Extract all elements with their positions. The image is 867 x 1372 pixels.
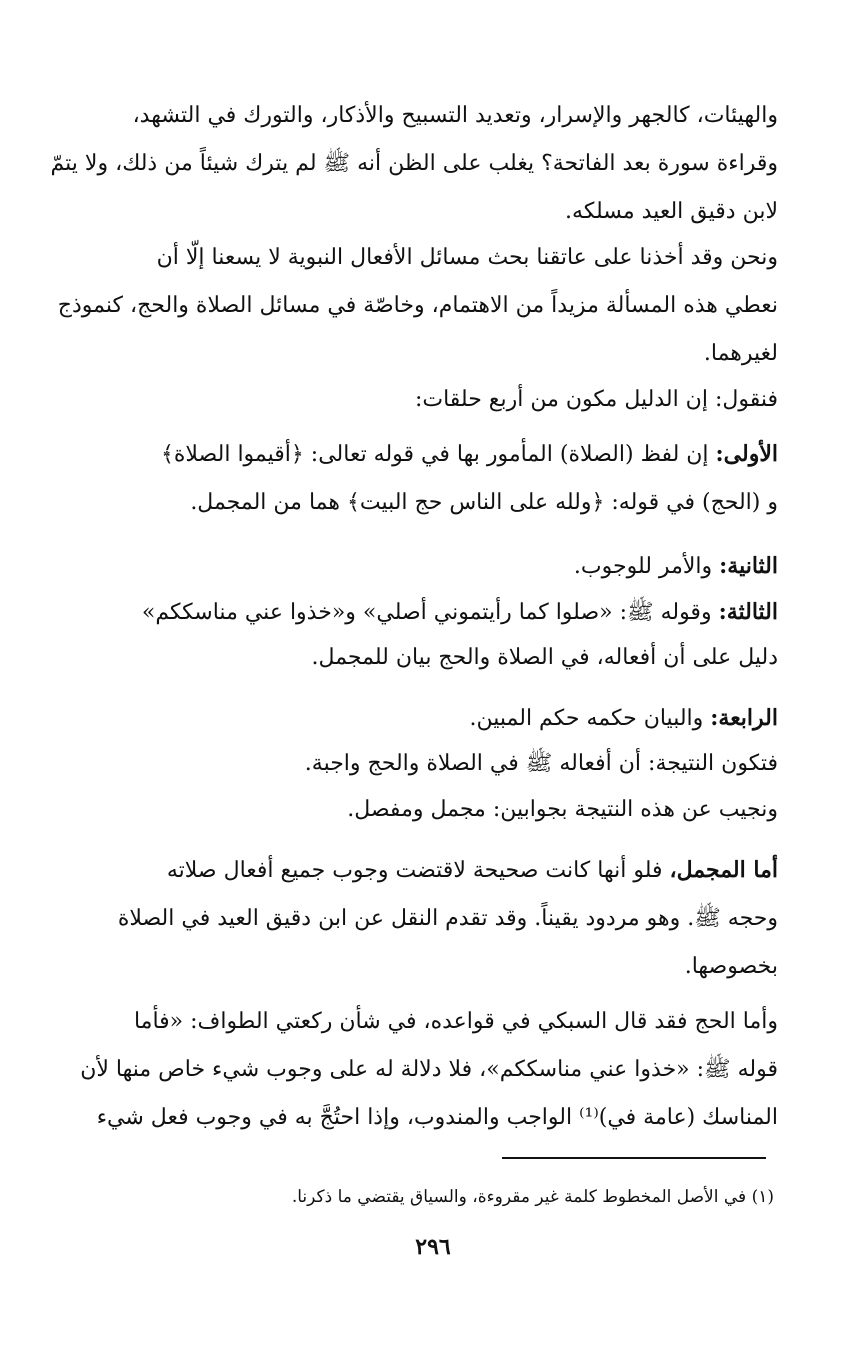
lead-term: الثالثة: <box>718 599 778 625</box>
text-line <box>62 588 778 637</box>
page-number: ٢٩٦ <box>415 1234 451 1260</box>
line-text: فلو أنها كانت صحيحة لاقتضت وجوب جميع أفعال صلاته <box>166 858 663 883</box>
text-line: المناسك (عامة في)⁽¹⁾ الواجب والمندوب، وإذا احتُجَّ به في وجوب فعل شيء <box>96 1105 778 1130</box>
text-line: ونجيب عن هذه النتيجة بجوابين: مجمل ومفصل. <box>347 797 778 822</box>
paragraph-first-link <box>62 430 778 527</box>
text-line: وأما الحج فقد قال السبكي في قواعده، في شأن ركعتي الطواف: «فأما <box>133 1009 778 1034</box>
paragraph-subki-quote <box>62 998 778 1142</box>
text-line: فتكون النتيجة: أن أفعاله ﷺ في الصلاة والحج واجبة. <box>304 751 778 776</box>
lead-term: الأولى: <box>715 441 778 467</box>
line-text: إن لفظ (الصلاة) المأمور بها في قوله تعالى: ﴿أقيموا الصلاة﴾ <box>161 442 709 467</box>
footnote: (١) في الأصل المخطوط كلمة غير مقروءة، والسياق يقتضي ما ذكرنا. <box>291 1187 774 1207</box>
text-line: لابن دقيق العيد مسلكه. <box>565 199 778 224</box>
line-text: وقوله ﷺ: «صلوا كما رأيتموني أصلي» و«خذوا عني مناسككم» <box>141 600 712 625</box>
paragraph-third-link <box>62 588 778 637</box>
text-line <box>62 430 778 479</box>
line-text: والبيان حكمه حكم المبين. <box>469 706 704 731</box>
paragraph-general-answer <box>62 846 778 991</box>
lead-term: الثانية: <box>719 553 778 579</box>
text-line: لغيرهما. <box>703 341 778 366</box>
lead-term: الرابعة: <box>710 705 778 731</box>
text-line: والهيئات، كالجهر والإسرار، وتعديد التسبيح والأذكار، والتورك في التشهد، <box>132 103 778 128</box>
paragraph-answers <box>62 786 778 834</box>
text-line: نعطي هذه المسألة مزيداً من الاهتمام، وخاصّة في مسائل الصلاة والحج، كنموذج <box>57 293 778 318</box>
text-line: وقراءة سورة بعد الفاتحة؟ يغلب على الظن أنه ﷺ لم يترك شيئاً من ذلك، ولا يتمّ <box>50 151 778 176</box>
footnote-divider <box>502 1157 766 1159</box>
text-line <box>62 846 778 895</box>
text-line: ونحن وقد أخذنا على عاتقنا بحث مسائل الأفعال النبوية لا يسعنا إلّا أن <box>156 245 778 270</box>
text-line: فنقول: إن الدليل مكون من أربع حلقات: <box>414 387 778 412</box>
text-line: وحجه ﷺ. وهو مردود يقيناً. وقد تقدم النقل عن ابن دقيق العيد في الصلاة <box>117 906 778 931</box>
line-text: والأمر للوجوب. <box>573 554 713 579</box>
paragraph-fourth-link <box>62 694 778 743</box>
lead-term: أما المجمل، <box>669 857 778 883</box>
text-line: دليل على أن أفعاله، في الصلاة والحج بيان للمجمل. <box>311 645 778 670</box>
paragraph-2 <box>57 234 778 378</box>
text-line <box>62 694 778 743</box>
text-line: و (الحج) في قوله: ﴿ولله على الناس حج البيت﴾ هما من المجمل. <box>190 490 778 515</box>
text-line: قوله ﷺ: «خذوا عني مناسككم»، فلا دلالة له على وجوب شيء خاص منها لأن <box>80 1057 778 1082</box>
paragraph-third-link-continued <box>62 634 778 682</box>
paragraph-1 <box>50 92 778 236</box>
text-line <box>62 542 778 591</box>
text-line: بخصوصها. <box>684 954 778 979</box>
paragraph-intro-argument <box>62 376 778 424</box>
paragraph-second-link <box>62 542 778 591</box>
paragraph-result <box>62 740 778 788</box>
